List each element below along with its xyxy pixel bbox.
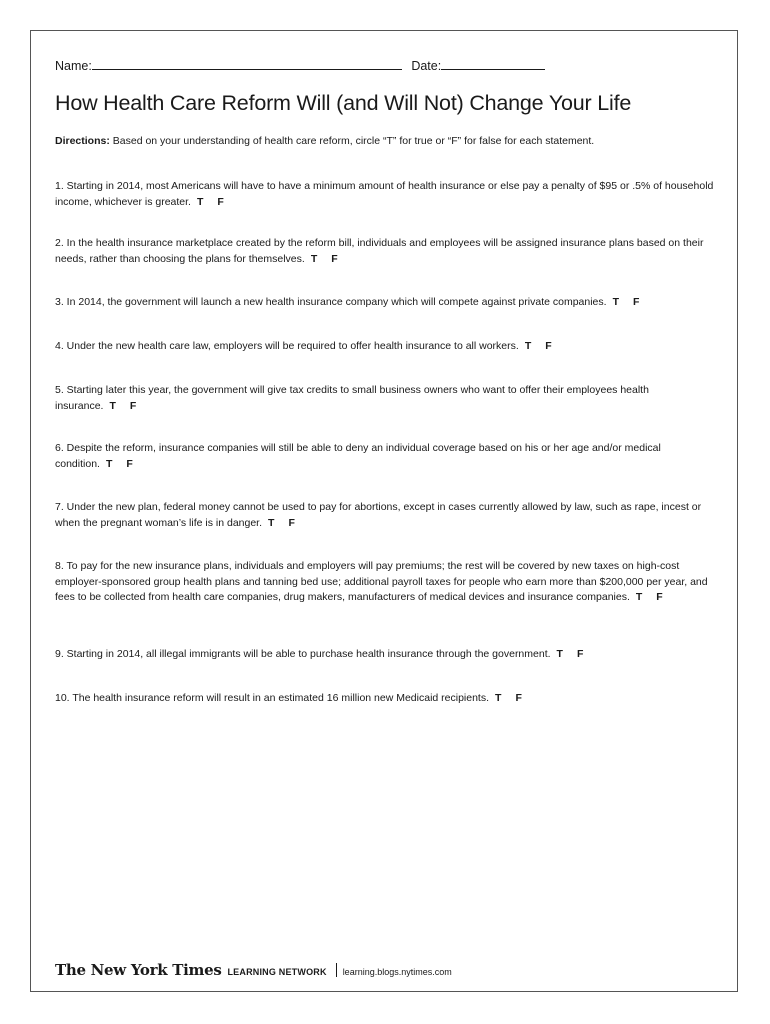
worksheet-title: How Health Care Reform Will (and Will Not) Change Your Life (55, 91, 632, 115)
directions (55, 135, 594, 147)
worksheet-page (30, 30, 738, 992)
question-8 (55, 559, 721, 606)
question-1 (55, 179, 721, 210)
question-text: 9. Starting in 2014, all illegal immigrants will be able to purchase health insurance through the government. (55, 648, 551, 660)
false-option[interactable]: F (126, 457, 133, 470)
true-option[interactable]: T (612, 296, 619, 308)
date-label: Date: (411, 59, 442, 73)
true-option[interactable]: T (524, 340, 532, 352)
false-option[interactable]: F (576, 648, 584, 660)
question-text: 10. The health insurance reform will result in an estimated 16 million new Medicaid recipients. (55, 692, 490, 704)
directions-text: Based on your understanding of health care reform, circle “T” for true or “F” for false for each statement. (109, 135, 595, 147)
question-7 (55, 500, 721, 531)
true-option[interactable]: T (196, 195, 204, 208)
true-option[interactable]: T (310, 252, 318, 265)
false-option[interactable]: F (129, 399, 137, 412)
question-10 (55, 691, 721, 707)
footer (55, 961, 452, 979)
question-2 (55, 236, 721, 267)
false-option[interactable]: F (515, 692, 522, 704)
question-text: 2. In the health insurance marketplace created by the reform bill, individuals and employees will be assigned insurance plans based on their needs, rather than choosing the plans for themselves. (55, 237, 704, 265)
question-5 (55, 383, 721, 414)
question-text: 1. Starting in 2014, most Americans will have to have a minimum amount of health insurance or else pay a penalty of $95 or .5% of household income, whichever is greater. (55, 180, 714, 208)
question-text: 5. Starting later this year, the government will give tax credits to small business owners who want to offer their employees health insurance. (55, 384, 649, 412)
directions-label: Directions: (55, 135, 110, 147)
question-4 (55, 339, 721, 355)
false-option[interactable]: F (217, 195, 224, 208)
question-6 (55, 441, 721, 472)
false-option[interactable]: F (545, 340, 552, 352)
true-option[interactable]: T (105, 457, 113, 470)
false-option[interactable]: F (331, 252, 338, 265)
question-9 (55, 647, 721, 663)
footer-divider (336, 963, 337, 977)
footer-url: learning.blogs.nytimes.com (342, 967, 452, 977)
true-option[interactable]: T (635, 591, 643, 603)
true-option[interactable]: T (109, 399, 116, 412)
name-label: Name: (55, 59, 92, 73)
question-text: 6. Despite the reform, insurance companies will still be able to deny an individual coverage based on his or her age and/or medical condition. (55, 442, 661, 470)
question-text: 4. Under the new health care law, employers will be required to offer health insurance to all workers. (55, 340, 519, 352)
true-option[interactable]: T (556, 648, 563, 660)
nyt-logo: The New York Times (55, 961, 222, 979)
question-text: 7. Under the new plan, federal money cannot be used to pay for abortions, except in cases currently allowed by law, such as rape, incest or when the pregnant woman’s life is in danger. (55, 501, 702, 529)
question-3 (55, 295, 721, 311)
question-text: 8. To pay for the new insurance plans, individuals and employers will pay premiums; the rest will be covered by new taxes on high-cost employer-sponsored group health plans and tanning bed use; additional payroll taxes for people who earn more than $200,000 per year, and fees to be collected from health care companies, drug makers, manufacturers of medical devices and insurance companies. (55, 560, 708, 603)
learning-network-label: LEARNING NETWORK (227, 967, 327, 977)
false-option[interactable]: F (632, 296, 640, 308)
true-option[interactable]: T (268, 516, 275, 529)
false-option[interactable]: F (656, 591, 663, 603)
name-blank[interactable] (92, 57, 402, 70)
date-blank[interactable] (441, 57, 545, 70)
question-text: 3. In 2014, the government will launch a new health insurance company which will compete against private companies. (55, 296, 607, 308)
false-option[interactable]: F (288, 516, 295, 529)
true-option[interactable]: T (495, 692, 502, 704)
name-date-line (55, 57, 545, 73)
